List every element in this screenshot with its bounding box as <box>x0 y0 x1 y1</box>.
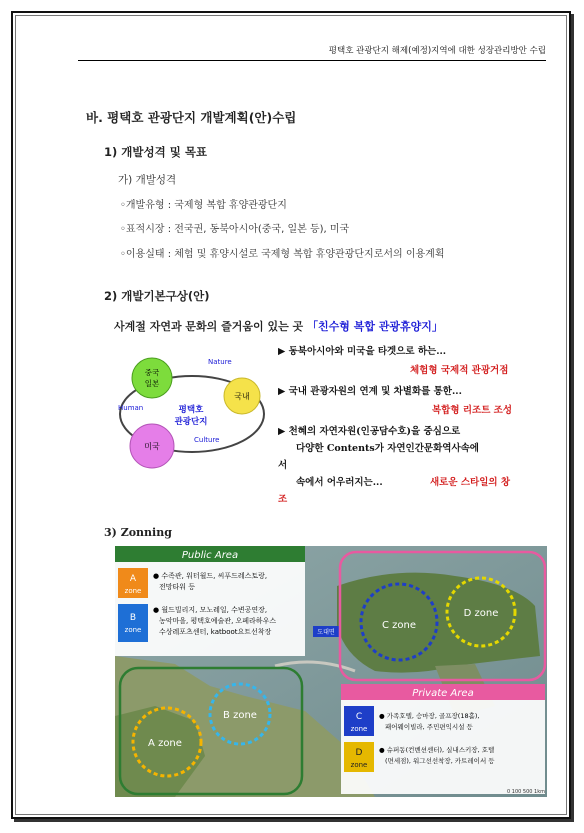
concept-line-6: 속에서 어우러지는... <box>296 477 383 488</box>
zone-c-badge-word: zone <box>350 725 368 733</box>
section-title: 바. 평택호 관광단지 개발계획(안)수립 <box>86 110 297 125</box>
header-rule <box>78 60 546 61</box>
concept-line-2: ▶ 국내 관광자원의 연계 및 차별화를 통한... <box>278 386 462 397</box>
concept-red-2: 복합형 리조트 조성 <box>432 405 513 416</box>
zone-b-desc-2: 농악마을, 평택호예술관, 오페라하우스 <box>159 617 277 625</box>
bullet-usage: ◦이용실태 : 체험 및 휴양시설로 국제형 복합 휴양관광단지로서의 이용계획 <box>120 249 445 260</box>
zone-d-desc-1: ● 슈퍼동(컨벤션센터), 실내스키장, 호텔 <box>379 746 495 754</box>
zone-d-badge-letter: D <box>355 748 363 758</box>
zone-b-desc-1: ● 월드빌리지, 모노레일, 수변공연장, <box>153 606 268 614</box>
zone-d-map-label: D zone <box>463 608 499 619</box>
subsection-2-title: 2) 개발기본구상(안) <box>104 289 210 303</box>
subsection-1-title: 1) 개발성격 및 목표 <box>104 145 208 159</box>
zone-a-badge-word: zone <box>124 587 142 595</box>
zone-c-desc-2: 패어웨이빌라, 주민편익시설 등 <box>385 723 473 731</box>
domestic-label: 국내 <box>234 392 250 401</box>
map-tag-label: 도대면 <box>317 629 335 636</box>
subsection-3-title: 3) Zonning <box>104 526 172 539</box>
zone-b-badge-word: zone <box>124 626 142 634</box>
bullet-type: ◦개발유형 : 국제형 복합 휴양관광단지 <box>120 200 287 211</box>
vision-prefix: 사계절 자연과 문화의 즐거움이 있는 곳 <box>114 320 307 333</box>
running-header: 평택호 관광단지 해제(예정)지역에 대한 성장관리방안 수립 <box>328 46 546 56</box>
china-label: 중국 <box>144 368 160 377</box>
china-japan-bubble <box>132 358 172 398</box>
concept-line-4: 다양한 Contents가 자연인간문화역사속에 <box>296 443 479 454</box>
zone-d-badge-word: zone <box>350 761 368 769</box>
zone-b-badge <box>118 604 148 642</box>
zone-b-badge-letter: B <box>129 613 137 623</box>
center-label-1: 평택호 <box>178 405 204 415</box>
culture-label: Culture <box>194 436 220 444</box>
japan-label: 일본 <box>144 379 160 388</box>
zone-c-desc-1: ● 가족호텔, 승마장, 골프장(18홀), <box>379 712 480 720</box>
zone-a-desc-1: ● 수족관, 워터월드, 씨푸드레스토랑, <box>153 572 268 580</box>
concept-line-3: ▶ 천혜의 자연자원(인공담수호)을 중심으로 <box>278 426 461 437</box>
center-label-2: 관광단지 <box>174 417 208 427</box>
zone-b-desc-3: 수상레포츠센터, katboot요트선착장 <box>159 628 272 636</box>
vision-statement <box>114 318 443 334</box>
private-area-title: Private Area <box>412 688 474 699</box>
zoning-map <box>115 546 547 797</box>
concept-line-1: ▶ 동북아시아와 미국을 타겟으로 하는... <box>278 346 447 357</box>
concept-red-3: 새로운 스타일의 창 <box>430 477 511 488</box>
concept-red-4: 조 <box>278 494 288 505</box>
zone-a-desc-2: 전망타워 등 <box>159 583 196 591</box>
zone-c-map-label: C zone <box>381 620 417 631</box>
private-area-panel <box>341 684 545 794</box>
zone-b-map-label: B zone <box>223 710 257 721</box>
usa-label: 미국 <box>144 442 160 451</box>
zone-a-badge-letter: A <box>129 574 137 584</box>
human-label: Human <box>118 404 144 412</box>
concept-diagram <box>112 348 272 476</box>
zone-d-desc-2: (면세점), 워그선선착장, 카트레이서 등 <box>385 757 495 765</box>
map-scale: 0 100 500 1km <box>507 789 545 795</box>
item-heading: 가) 개발성격 <box>118 174 177 186</box>
zone-c-badge-letter: C <box>355 712 363 722</box>
concept-line-5: 서 <box>278 460 288 471</box>
vision-highlight: 「친수형 복합 관광휴양지」 <box>307 320 443 333</box>
nature-label: Nature <box>208 358 232 366</box>
zone-a-map-label: A zone <box>148 738 182 749</box>
public-area-title: Public Area <box>181 550 239 561</box>
bullet-market: ◦표적시장 : 전국권, 동북아시아(중국, 일본 등), 미국 <box>120 224 350 235</box>
concept-red-1: 체험형 국제적 관광거점 <box>410 365 509 376</box>
